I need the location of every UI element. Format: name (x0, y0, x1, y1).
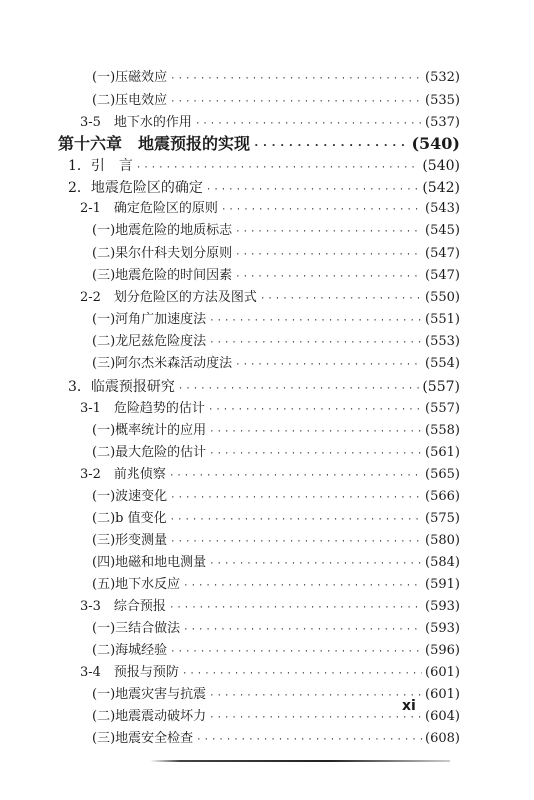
toc-section (68, 156, 460, 178)
toc-entry (92, 488, 460, 507)
toc-entry-label: 3-2 前兆侦察 (80, 467, 166, 482)
dot-leader (209, 334, 422, 352)
dot-leader (235, 246, 422, 264)
dot-leader (170, 489, 422, 507)
dot-leader (260, 290, 422, 308)
dot-leader (136, 158, 419, 178)
dot-leader (209, 423, 422, 441)
toc-entry-label: (二)龙尼兹危险度法 (92, 334, 207, 349)
dot-leader (235, 268, 422, 286)
toc-entry-label: (三)地震危险的时间因素 (92, 268, 233, 283)
dot-leader (182, 665, 422, 683)
dot-leader (208, 401, 422, 419)
toc-entry-page: (558) (425, 423, 460, 438)
toc-entry (92, 245, 460, 264)
toc-entry-label: (一)压磁效应 (92, 70, 168, 85)
toc-entry-label: (三)地震安全检查 (92, 731, 194, 746)
toc-entry-label: (一)概率统计的应用 (92, 423, 207, 438)
toc-entry-label: (三)阿尔杰米森活动度法 (92, 356, 233, 371)
toc-entry-page: (596) (425, 643, 460, 658)
toc-entry-page: (575) (425, 511, 460, 526)
toc-entry-page: (580) (425, 533, 460, 548)
toc-entry (92, 642, 460, 661)
toc-entry-page: (545) (425, 223, 460, 238)
toc-entry-page: (547) (425, 268, 460, 283)
toc-entry (92, 444, 460, 463)
bottom-rule (150, 760, 450, 762)
toc-entry (92, 730, 460, 749)
toc-entry-page: (547) (425, 246, 460, 261)
dot-leader (235, 223, 422, 241)
toc-entry-label: 2-1 确定危险区的原则 (80, 201, 218, 216)
toc-entry (92, 267, 460, 286)
toc-chapter-heading (58, 133, 460, 157)
toc-entry-page: (540) (411, 134, 460, 153)
dot-leader (196, 731, 422, 749)
toc-entry (92, 311, 460, 330)
toc-entry-label: 2．地震危险区的确定 (68, 180, 203, 196)
toc-entry (80, 400, 460, 419)
toc-entry-page: (537) (425, 115, 460, 130)
dot-leader (209, 555, 422, 573)
toc-entry-page: (542) (422, 180, 460, 196)
toc-entry-page: (543) (425, 201, 460, 216)
toc-section (68, 178, 460, 200)
toc-entry (80, 664, 460, 683)
toc-entry-label: 3-5 地下水的作用 (80, 115, 192, 130)
toc-entry-page: (604) (425, 709, 460, 724)
toc-entry-page: (551) (425, 312, 460, 327)
dot-leader (170, 643, 422, 661)
toc-entry-page: (557) (422, 379, 460, 395)
dot-leader (209, 445, 422, 463)
toc-entry (92, 222, 460, 241)
toc-entry-label: 3-1 危险趋势的估计 (80, 401, 205, 416)
dot-leader (209, 709, 422, 727)
dot-leader (170, 511, 422, 529)
toc-entry-page: (532) (425, 70, 460, 85)
dot-leader (195, 115, 422, 133)
toc-entry-label: 3-4 预报与预防 (80, 665, 179, 680)
toc-entry-page: (561) (425, 445, 460, 460)
toc-entry (92, 620, 460, 639)
dot-leader (183, 621, 422, 639)
toc-entry-label: (二)压电效应 (92, 93, 168, 108)
toc-entry-page: (554) (425, 356, 460, 371)
toc-entry-label: (二)海城经验 (92, 643, 168, 658)
toc-entry-label: 3．临震预报研究 (68, 379, 175, 395)
toc-entry-label: (一)地震危险的地质标志 (92, 223, 233, 238)
toc-entry-label: (一)地震灾害与抗震 (92, 687, 207, 702)
toc-entry-label: (五)地下水反应 (92, 577, 181, 592)
dot-leader (169, 467, 422, 485)
toc-entry-label: (三)形变测量 (92, 533, 168, 548)
toc-entry-label: 1．引 言 (68, 158, 133, 174)
toc-entry (92, 69, 460, 88)
dot-leader (169, 599, 422, 617)
toc-section (68, 377, 460, 399)
toc-entry-page: (601) (425, 665, 460, 680)
dot-leader (178, 379, 419, 399)
page-number: xi (402, 698, 416, 714)
toc-entry-page: (601) (425, 687, 460, 702)
dot-leader (235, 356, 422, 374)
dot-leader (170, 70, 422, 88)
dot-leader (170, 93, 422, 111)
toc-entry-page: (591) (425, 577, 460, 592)
toc-entry (92, 355, 460, 374)
toc-entry-page: (535) (425, 93, 460, 108)
toc-entry (80, 598, 460, 617)
toc-entry-label: 第十六章 地震预报的实现 (58, 134, 251, 153)
toc-entry (92, 422, 460, 441)
toc-entry-page: (593) (425, 621, 460, 636)
toc-entry (80, 200, 460, 219)
toc-entry-label: (二)果尔什科夫划分原则 (92, 246, 233, 261)
toc-entry-page: (553) (425, 334, 460, 349)
toc-entry-label: (一)河角广加速度法 (92, 312, 207, 327)
toc-entry-label: (一)波速变化 (92, 489, 168, 504)
toc-entry-page: (593) (425, 599, 460, 614)
dot-leader (221, 201, 422, 219)
toc-entry-page: (608) (425, 731, 460, 746)
toc-entry-label: (二)b 值变化 (92, 511, 167, 526)
toc-entry-label: (二)地震震动破坏力 (92, 709, 207, 724)
toc-entry (80, 289, 460, 308)
toc-entry-label: (一)三结合做法 (92, 621, 181, 636)
toc-entry-label: 3-3 综合预报 (80, 599, 166, 614)
toc-entry-page: (584) (425, 555, 460, 570)
dot-leader (170, 533, 422, 551)
toc-entry (92, 576, 460, 595)
dot-leader (206, 180, 419, 200)
toc-entry (92, 333, 460, 352)
toc-entry-page: (565) (425, 467, 460, 482)
toc-entry-page: (550) (425, 290, 460, 305)
toc-entry (92, 554, 460, 573)
toc-entry (80, 466, 460, 485)
toc-entry-label: (四)地磁和地电测量 (92, 555, 207, 570)
toc-entry-label: 2-2 划分危险区的方法及图式 (80, 290, 257, 305)
dot-leader (183, 577, 422, 595)
toc-entry (92, 510, 460, 529)
toc-entry (80, 114, 460, 133)
dot-leader (209, 687, 422, 705)
dot-leader (209, 312, 422, 330)
toc-entry (92, 532, 460, 551)
toc-entry-page: (566) (425, 489, 460, 504)
dot-leader (253, 135, 408, 157)
toc-entry-page: (540) (422, 158, 460, 174)
toc-entry (92, 92, 460, 111)
toc-entry-page: (557) (425, 401, 460, 416)
toc-entry-label: (二)最大危险的估计 (92, 445, 207, 460)
